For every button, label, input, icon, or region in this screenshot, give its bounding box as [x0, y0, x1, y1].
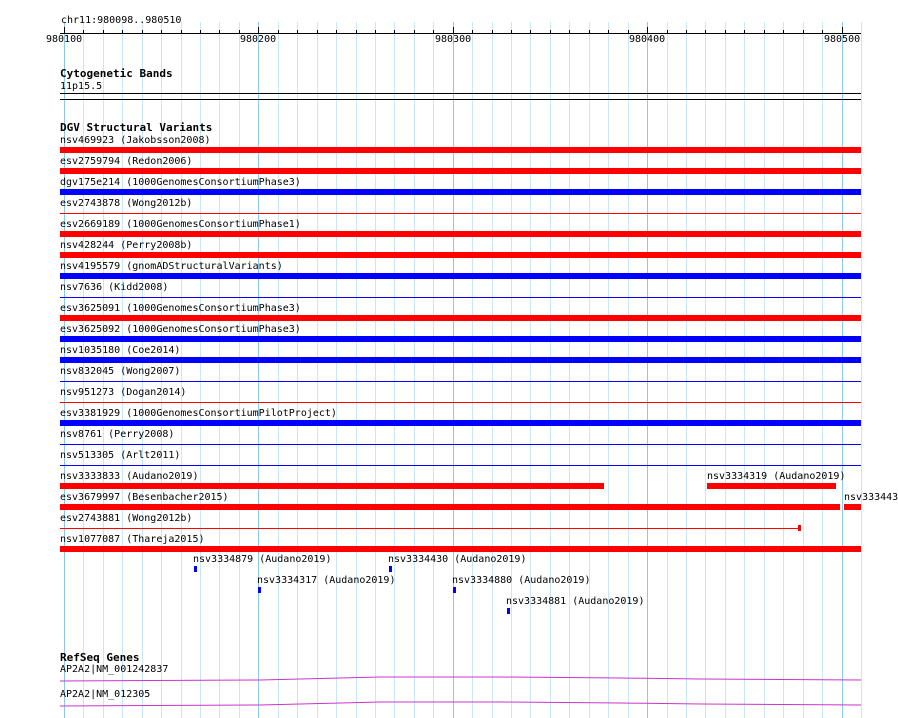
- sv-feature-label: nsv1035180 (Coe2014): [60, 345, 181, 356]
- sv-feature-line[interactable]: [60, 528, 799, 529]
- sv-feature-label: nsv513305 (Arlt2011): [60, 450, 181, 461]
- sv-feature-label: nsv832045 (Wong2007): [60, 366, 181, 377]
- ruler-tick-label: 980400: [629, 34, 666, 45]
- sv-feature-label: esv3625092 (1000GenomesConsortiumPhase3): [60, 324, 301, 335]
- sv-feature-bar[interactable]: [60, 252, 861, 258]
- sv-feature-label: esv3625091 (1000GenomesConsortiumPhase3): [60, 303, 301, 314]
- sv-feature-bar[interactable]: [60, 231, 861, 237]
- sv-feature-bar[interactable]: [60, 168, 861, 174]
- ruler-tick-label: 980300: [435, 34, 472, 45]
- sv-feature-label: nsv951273 (Dogan2014): [60, 387, 187, 398]
- sv-feature-label: nsv4195579 (gnomADStructuralVariants): [60, 261, 283, 272]
- sv-small-marker[interactable]: [194, 566, 197, 572]
- ruler-tick-label: 980100: [46, 34, 83, 45]
- sv-feature-line[interactable]: [60, 444, 861, 445]
- sv-feature-endcap[interactable]: [798, 525, 801, 531]
- ruler-tick-label: 980500: [824, 34, 861, 45]
- sv-feature-bar[interactable]: [707, 483, 836, 489]
- sv-feature-label: esv3381929 (1000GenomesConsortiumPilotProject): [60, 408, 337, 419]
- sv-feature-bar[interactable]: [60, 420, 861, 426]
- refseq-gene-label: AP2A2|NM_001242837: [60, 664, 169, 675]
- cytoband-band-bottom: [60, 99, 861, 100]
- sv-feature-line[interactable]: [60, 297, 861, 298]
- dgv-track-title: DGV Structural Variants: [60, 121, 213, 134]
- sv-small-label: nsv3334879 (Audano2019): [193, 554, 332, 565]
- sv-small-label: nsv3334881 (Audano2019): [506, 596, 645, 607]
- sv-small-marker[interactable]: [389, 566, 392, 572]
- sv-feature-bar[interactable]: [60, 315, 861, 321]
- cytoband-label: 11p15.5: [60, 81, 103, 92]
- cytoband-track-title: Cytogenetic Bands: [60, 67, 173, 80]
- sv-feature-bar[interactable]: [60, 504, 840, 510]
- sv-feature-label: nsv1077087 (Thareja2015): [60, 534, 205, 545]
- sv-feature-bar[interactable]: [60, 483, 604, 489]
- sv-feature-line[interactable]: [60, 402, 861, 403]
- sv-feature-bar[interactable]: [60, 546, 861, 552]
- sv-feature-label: nsv469923 (Jakobsson2008): [60, 135, 211, 146]
- sv-feature-line[interactable]: [60, 381, 861, 382]
- sv-feature-label: nsv3333833 (Audano2019): [60, 471, 199, 482]
- sv-feature-bar[interactable]: [60, 147, 861, 153]
- sv-feature-line[interactable]: [60, 213, 861, 214]
- sv-feature-label: esv2759794 (Redon2006): [60, 156, 193, 167]
- sv-feature-bar[interactable]: [60, 189, 861, 195]
- sv-small-label: nsv3334430 (Audano2019): [388, 554, 527, 565]
- sv-feature-label: esv2743878 (Wong2012b): [60, 198, 193, 209]
- sv-feature-bar[interactable]: [60, 336, 861, 342]
- refseq-gene-line[interactable]: [60, 675, 862, 683]
- sv-small-label: nsv3334880 (Audano2019): [452, 575, 591, 586]
- ruler-axis: [60, 33, 861, 34]
- sv-feature-bar[interactable]: [844, 504, 861, 510]
- sv-small-marker[interactable]: [507, 608, 510, 614]
- ruler-tick-label: 980200: [240, 34, 277, 45]
- refseq-track-title: RefSeq Genes: [60, 651, 140, 664]
- sv-feature-label: esv2669189 (1000GenomesConsortiumPhase1): [60, 219, 301, 230]
- sv-feature-label: nsv428244 (Perry2008b): [60, 240, 193, 251]
- sv-feature-label: esv2743881 (Wong2012b): [60, 513, 193, 524]
- sv-feature-line[interactable]: [60, 465, 861, 466]
- sv-feature-bar[interactable]: [60, 357, 861, 363]
- sv-feature-label: nsv7636 (Kidd2008): [60, 282, 169, 293]
- sv-feature-label: dgv175e214 (1000GenomesConsortiumPhase3): [60, 177, 301, 188]
- refseq-gene-label: AP2A2|NM_012305: [60, 689, 151, 700]
- sv-feature-bar[interactable]: [60, 273, 861, 279]
- sv-small-marker[interactable]: [453, 587, 456, 593]
- refseq-gene-line[interactable]: [60, 700, 862, 708]
- sv-feature-label: esv3679997 (Besenbacher2015): [60, 492, 229, 503]
- sv-small-label: nsv3334317 (Audano2019): [257, 575, 396, 586]
- sv-feature-label: nsv3334319 (Audano2019): [707, 471, 846, 482]
- cytoband-band-top: [60, 93, 861, 94]
- sv-feature-label: nsv8761 (Perry2008): [60, 429, 175, 440]
- sv-feature-label: nsv333443: [844, 492, 898, 503]
- sv-small-marker[interactable]: [258, 587, 261, 593]
- location-label: chr11:980098..980510: [61, 15, 182, 26]
